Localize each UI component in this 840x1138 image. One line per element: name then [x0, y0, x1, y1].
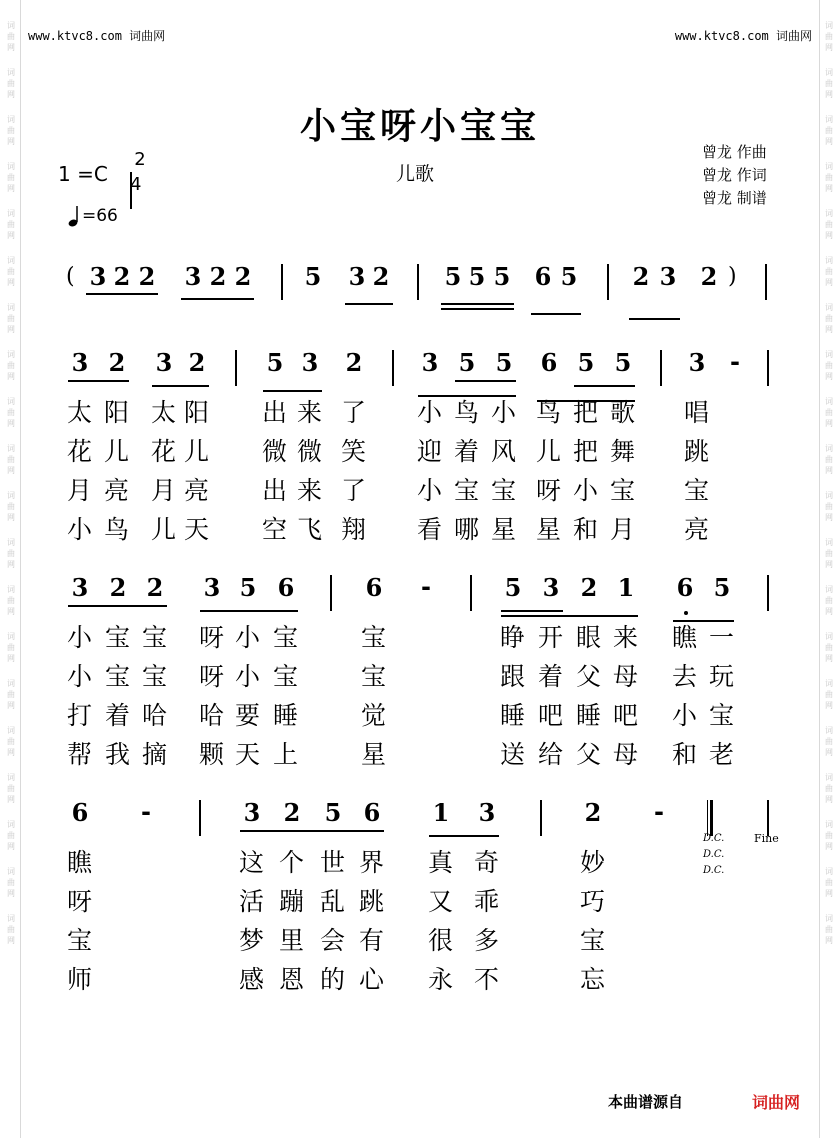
- lyric-char: 月: [67, 476, 95, 505]
- lyric-char: 鸟: [454, 398, 482, 427]
- lyric-char: 微: [297, 437, 325, 466]
- barline: [330, 575, 332, 611]
- note: 3: [89, 262, 107, 291]
- lyric-char: 翔: [341, 515, 369, 544]
- lyric-char: 呀: [536, 476, 564, 505]
- site-url-left[interactable]: www.ktvc8.com 词曲网: [28, 29, 166, 43]
- lyric-char: 风: [491, 437, 519, 466]
- lyric-char: 睡: [500, 701, 528, 730]
- lyric-char: 小: [573, 476, 601, 505]
- lyric-char: 呀: [199, 623, 227, 652]
- lyric-char: 阳: [184, 398, 212, 427]
- lyric-char: 宝: [454, 476, 482, 505]
- lyric-char: 看: [417, 515, 445, 544]
- lyric-char: 哈: [199, 701, 227, 730]
- note: 3: [542, 573, 560, 602]
- lyric-char: 妙: [580, 848, 608, 877]
- lyric-char: 小: [417, 476, 445, 505]
- lyric-char: 恩: [279, 965, 307, 994]
- lyric-char: 和: [573, 515, 601, 544]
- lyric-char: 花: [67, 437, 95, 466]
- dc-mark: D.C.: [703, 865, 725, 876]
- note: 2: [234, 262, 252, 291]
- lyric-char: 很: [428, 926, 456, 955]
- note: 2: [146, 573, 164, 602]
- note: 5: [266, 348, 284, 377]
- beam-line: [501, 610, 563, 612]
- barline: [607, 264, 609, 300]
- lyric-char: 小: [67, 623, 95, 652]
- lyric-char: 打: [67, 701, 95, 730]
- lyric-char: 把: [573, 398, 601, 427]
- side-watermark-text: 词 曲 网: [7, 914, 15, 945]
- lyric-char: 活: [239, 887, 267, 916]
- barline: [767, 800, 769, 836]
- lyric-char: 睁: [500, 623, 528, 652]
- lyric-char: 巧: [580, 887, 608, 916]
- beam-line: [574, 385, 635, 387]
- side-watermark-text: 词 曲 网: [7, 632, 15, 663]
- lyric-char: 儿: [104, 437, 132, 466]
- beam-line: [110, 293, 158, 295]
- note: 2: [109, 573, 127, 602]
- note: 5: [504, 573, 522, 602]
- lyric-char: 小: [417, 398, 445, 427]
- note: 3: [478, 798, 496, 827]
- composer-credit: 曾龙 作曲: [702, 143, 767, 161]
- side-watermark-text: 词 曲 网: [7, 162, 15, 193]
- lyric-char: 宝: [610, 476, 638, 505]
- note: 2: [138, 262, 156, 291]
- lyric-char: 觉: [361, 701, 389, 730]
- lyric-char: 这: [239, 848, 267, 877]
- barline: [767, 575, 769, 611]
- lyric-char: 呀: [199, 662, 227, 691]
- lyric-char: 来: [297, 398, 325, 427]
- beam-line: [200, 610, 298, 612]
- footer-source: 本曲谱源自: [608, 1093, 684, 1111]
- side-watermark-text: 词 曲 网: [7, 444, 15, 475]
- quarter-note-icon: [68, 205, 80, 227]
- note: 3: [203, 573, 221, 602]
- lyric-char: 眼: [576, 623, 604, 652]
- lyric-char: 老: [709, 740, 737, 769]
- side-watermark-text: 词 曲 网: [825, 773, 833, 804]
- lyric-char: 睡: [273, 701, 301, 730]
- beam-line: [205, 298, 254, 300]
- lyric-char: 会: [320, 926, 348, 955]
- note: 5: [458, 348, 476, 377]
- lyric-char: 宝: [142, 623, 170, 652]
- note: 2: [113, 262, 131, 291]
- side-watermark-text: 词 曲 网: [825, 68, 833, 99]
- sustain-dash: -: [141, 798, 151, 826]
- beam-line: [441, 308, 514, 310]
- lyric-char: 上: [273, 740, 301, 769]
- lyric-char: 月: [610, 515, 638, 544]
- side-watermark-text: 词 曲 网: [825, 820, 833, 851]
- lyric-char: 的: [320, 965, 348, 994]
- sustain-dash: -: [730, 348, 740, 376]
- note: 5: [468, 262, 486, 291]
- lyric-char: 不: [474, 965, 502, 994]
- lyric-char: 母: [613, 740, 641, 769]
- lyric-char: 唱: [684, 398, 712, 427]
- lyric-char: 个: [279, 848, 307, 877]
- note: 3: [348, 262, 366, 291]
- side-watermark-text: 词 曲 网: [825, 21, 833, 52]
- side-watermark-text: 词 曲 网: [7, 538, 15, 569]
- lyric-char: 世: [320, 848, 348, 877]
- lyric-char: 出: [262, 398, 290, 427]
- note: 3: [71, 348, 89, 377]
- barline: [281, 264, 283, 300]
- lyric-char: 多: [474, 926, 502, 955]
- lyric-char: 跟: [500, 662, 528, 691]
- lyric-char: 着: [105, 701, 133, 730]
- lyric-char: 鸟: [536, 398, 564, 427]
- note: 5: [577, 348, 595, 377]
- note: 2: [345, 348, 363, 377]
- side-watermark-text: 词 曲 网: [7, 726, 15, 757]
- beam-line: [429, 835, 499, 837]
- barline: [540, 800, 542, 836]
- lyric-char: 亮: [104, 476, 132, 505]
- lyric-char: 和: [672, 740, 700, 769]
- lyric-char: 又: [428, 887, 456, 916]
- dc-mark: D.C.: [703, 833, 725, 844]
- credits: [702, 141, 767, 210]
- beam-line: [106, 605, 167, 607]
- lyric-char: 吧: [613, 701, 641, 730]
- note: 2: [209, 262, 227, 291]
- lyric-char: 心: [359, 965, 387, 994]
- side-watermark-right: [820, 20, 838, 1130]
- lyric-char: 乖: [474, 887, 502, 916]
- note: 1: [432, 798, 450, 827]
- note: 3: [301, 348, 319, 377]
- lyric-char: 师: [67, 965, 95, 994]
- beam-line: [68, 380, 129, 382]
- lyric-char: 花: [151, 437, 179, 466]
- beam-line: [577, 615, 638, 617]
- side-watermark-text: 词 曲 网: [825, 726, 833, 757]
- lyric-char: 宝: [361, 623, 389, 652]
- page-border-left: [20, 0, 21, 1138]
- side-watermark-text: 词 曲 网: [825, 538, 833, 569]
- lyric-char: 宝: [491, 476, 519, 505]
- lyric-char: 宝: [709, 701, 737, 730]
- lyric-char: 亮: [184, 476, 212, 505]
- side-watermark-text: 词 曲 网: [7, 68, 15, 99]
- barline: [660, 350, 662, 386]
- side-watermark-text: 词 曲 网: [7, 585, 15, 616]
- beam-line: [629, 318, 680, 320]
- lyric-char: 星: [491, 515, 519, 544]
- side-watermark-text: 词 曲 网: [7, 773, 15, 804]
- lyric-char: 太: [151, 398, 179, 427]
- side-watermark-text: 词 曲 网: [825, 115, 833, 146]
- note: 6: [534, 262, 552, 291]
- side-watermark-text: 词 曲 网: [7, 21, 15, 52]
- beam-line: [240, 830, 384, 832]
- side-watermark-text: 词 曲 网: [7, 397, 15, 428]
- lyric-char: 梦: [239, 926, 267, 955]
- sustain-dash: -: [421, 573, 431, 601]
- lyric-char: 玩: [709, 662, 737, 691]
- beam-line: [263, 390, 322, 392]
- lyric-char: 开: [538, 623, 566, 652]
- side-watermark-text: 词 曲 网: [7, 867, 15, 898]
- note: 5: [560, 262, 578, 291]
- lyric-char: 了: [341, 398, 369, 427]
- side-watermark-text: 词 曲 网: [7, 350, 15, 381]
- lyric-char: 天: [235, 740, 263, 769]
- lyric-char: 飞: [297, 515, 325, 544]
- note: 5: [444, 262, 462, 291]
- lyric-char: 吧: [538, 701, 566, 730]
- lyric-char: 父: [576, 740, 604, 769]
- note: 2: [700, 262, 718, 291]
- lyric-char: 舞: [610, 437, 638, 466]
- lyric-char: 去: [672, 662, 700, 691]
- lyric-char: 鸟: [104, 515, 132, 544]
- lyric-char: 把: [573, 437, 601, 466]
- lyric-char: 瞧: [67, 848, 95, 877]
- barline: [392, 350, 394, 386]
- time-signature: [130, 148, 150, 195]
- note: 5: [495, 348, 513, 377]
- note: 3: [184, 262, 202, 291]
- lyric-char: 太: [67, 398, 95, 427]
- lyric-char: 摘: [142, 740, 170, 769]
- lyric-char: 宝: [105, 662, 133, 691]
- barline: [417, 264, 419, 300]
- barline: [199, 800, 201, 836]
- side-watermark-text: 词 曲 网: [7, 256, 15, 287]
- side-watermark-text: 词 曲 网: [825, 867, 833, 898]
- note: 3: [243, 798, 261, 827]
- paren-open: (: [66, 264, 75, 289]
- lyric-char: 一: [709, 623, 737, 652]
- lyric-char: 父: [576, 662, 604, 691]
- side-watermark-text: 词 曲 网: [825, 350, 833, 381]
- genre-label: 儿歌: [396, 163, 435, 185]
- lyric-char: 界: [359, 848, 387, 877]
- note: 6: [71, 798, 89, 827]
- tempo-mark: [68, 205, 118, 227]
- lyric-char: 宝: [273, 662, 301, 691]
- lyric-char: 小: [235, 623, 263, 652]
- lyricist-credit: 曾龙 作词: [702, 166, 767, 184]
- note: 3: [421, 348, 439, 377]
- barline: [235, 350, 237, 386]
- note: 6: [676, 573, 694, 602]
- lyric-char: 来: [297, 476, 325, 505]
- lyric-char: 睡: [576, 701, 604, 730]
- site-url-right[interactable]: www.ktvc8.com 词曲网: [674, 29, 812, 43]
- note: 2: [188, 348, 206, 377]
- barline: [765, 264, 767, 300]
- side-watermark-text: 词 曲 网: [825, 256, 833, 287]
- note: 5: [493, 262, 511, 291]
- side-watermark-text: 词 曲 网: [825, 491, 833, 522]
- note: 3: [155, 348, 173, 377]
- lyric-char: 出: [262, 476, 290, 505]
- lyric-char: 奇: [474, 848, 502, 877]
- note: 1: [617, 573, 635, 602]
- lyric-char: 宝: [580, 926, 608, 955]
- barline: [470, 575, 472, 611]
- lyric-char: 歌: [610, 398, 638, 427]
- lyric-char: 天: [184, 515, 212, 544]
- note: 5: [304, 262, 322, 291]
- lyric-char: 我: [105, 740, 133, 769]
- lyric-char: 宝: [273, 623, 301, 652]
- note: 2: [283, 798, 301, 827]
- lyric-char: 小: [672, 701, 700, 730]
- lyric-char: 微: [262, 437, 290, 466]
- note: 5: [324, 798, 342, 827]
- note: 6: [540, 348, 558, 377]
- lyric-char: 哪: [454, 515, 482, 544]
- side-watermark-text: 词 曲 网: [7, 820, 15, 851]
- side-watermark-text: 词 曲 网: [825, 303, 833, 334]
- lyric-char: 来: [613, 623, 641, 652]
- lyric-char: 着: [454, 437, 482, 466]
- paren-close: ): [728, 264, 737, 289]
- side-watermark-text: 词 曲 网: [825, 914, 833, 945]
- song-title: 小宝呀小宝宝: [299, 106, 540, 147]
- note: 2: [632, 262, 650, 291]
- lyric-char: 瞧: [672, 623, 700, 652]
- lyric-char: 月: [151, 476, 179, 505]
- lyric-char: 小: [491, 398, 519, 427]
- lyric-char: 星: [361, 740, 389, 769]
- barline: [767, 350, 769, 386]
- lyric-char: 星: [536, 515, 564, 544]
- lyric-char: 了: [341, 476, 369, 505]
- side-watermark-text: 词 曲 网: [7, 115, 15, 146]
- sustain-dash: -: [654, 798, 664, 826]
- lyric-char: 阳: [104, 398, 132, 427]
- lyric-char: 宝: [361, 662, 389, 691]
- lyric-char: 忘: [580, 965, 608, 994]
- beam-line: [152, 385, 209, 387]
- side-watermark-text: 词 曲 网: [825, 162, 833, 193]
- side-watermark-text: 词 曲 网: [825, 632, 833, 663]
- side-watermark-text: 词 曲 网: [825, 679, 833, 710]
- note: 3: [71, 573, 89, 602]
- side-watermark-text: 词 曲 网: [825, 444, 833, 475]
- lyric-char: 真: [428, 848, 456, 877]
- lyric-char: 儿: [184, 437, 212, 466]
- beam-line: [531, 313, 581, 315]
- lyric-char: 宝: [142, 662, 170, 691]
- dc-mark: D.C.: [703, 849, 725, 860]
- lyric-char: 小: [235, 662, 263, 691]
- lyric-char: 儿: [151, 515, 179, 544]
- time-signature-top: 2: [134, 149, 146, 170]
- lyric-char: 宝: [67, 926, 95, 955]
- lyric-char: 亮: [684, 515, 712, 544]
- note: 6: [365, 573, 383, 602]
- lyric-char: 颗: [199, 740, 227, 769]
- footer-brand[interactable]: 词曲网: [752, 1093, 801, 1112]
- lyric-char: 笑: [341, 437, 369, 466]
- lyric-char: 哈: [142, 701, 170, 730]
- side-watermark-text: 词 曲 网: [825, 397, 833, 428]
- lyric-char: 帮: [67, 740, 95, 769]
- fine-mark: Fine: [754, 832, 779, 845]
- lyric-char: 迎: [417, 437, 445, 466]
- lyric-char: 要: [235, 701, 263, 730]
- note: 5: [239, 573, 257, 602]
- side-watermark-left: [2, 20, 20, 1130]
- final-double-barline: [707, 800, 713, 836]
- lyric-char: 永: [428, 965, 456, 994]
- note: 2: [584, 798, 602, 827]
- lyric-char: 跳: [359, 887, 387, 916]
- lyric-char: 宝: [684, 476, 712, 505]
- lyric-char: 宝: [105, 623, 133, 652]
- tempo-value: =66: [82, 206, 118, 226]
- lyric-char: 儿: [536, 437, 564, 466]
- note: 2: [108, 348, 126, 377]
- lyric-char: 母: [613, 662, 641, 691]
- lyric-char: 小: [67, 662, 95, 691]
- low-octave-dot: [684, 611, 688, 615]
- note: 3: [688, 348, 706, 377]
- note: 3: [659, 262, 677, 291]
- note: 2: [580, 573, 598, 602]
- side-watermark-text: 词 曲 网: [825, 585, 833, 616]
- side-watermark-text: 词 曲 网: [7, 303, 15, 334]
- lyric-char: 空: [262, 515, 290, 544]
- side-watermark-text: 词 曲 网: [7, 209, 15, 240]
- lyric-char: 有: [359, 926, 387, 955]
- note: 2: [372, 262, 390, 291]
- lyric-char: 乱: [320, 887, 348, 916]
- beam-line: [345, 303, 393, 305]
- lyric-char: 给: [538, 740, 566, 769]
- time-signature-bottom: 4: [130, 172, 132, 209]
- key-signature: 1 =C: [58, 162, 108, 186]
- beam-line: [441, 303, 514, 305]
- lyric-char: 送: [500, 740, 528, 769]
- note: 6: [277, 573, 295, 602]
- note: 6: [363, 798, 381, 827]
- lyric-char: 感: [239, 965, 267, 994]
- arranger-credit: 曾龙 制谱: [702, 189, 767, 207]
- side-watermark-text: 词 曲 网: [825, 209, 833, 240]
- lyric-char: 跳: [684, 437, 712, 466]
- lyric-char: 小: [67, 515, 95, 544]
- lyric-char: 着: [538, 662, 566, 691]
- beam-line: [455, 380, 516, 382]
- side-watermark-text: 词 曲 网: [7, 491, 15, 522]
- note: 5: [614, 348, 632, 377]
- side-watermark-text: 词 曲 网: [7, 679, 15, 710]
- lyric-char: 里: [279, 926, 307, 955]
- lyric-char: 蹦: [279, 887, 307, 916]
- note: 5: [713, 573, 731, 602]
- lyric-char: 呀: [67, 887, 95, 916]
